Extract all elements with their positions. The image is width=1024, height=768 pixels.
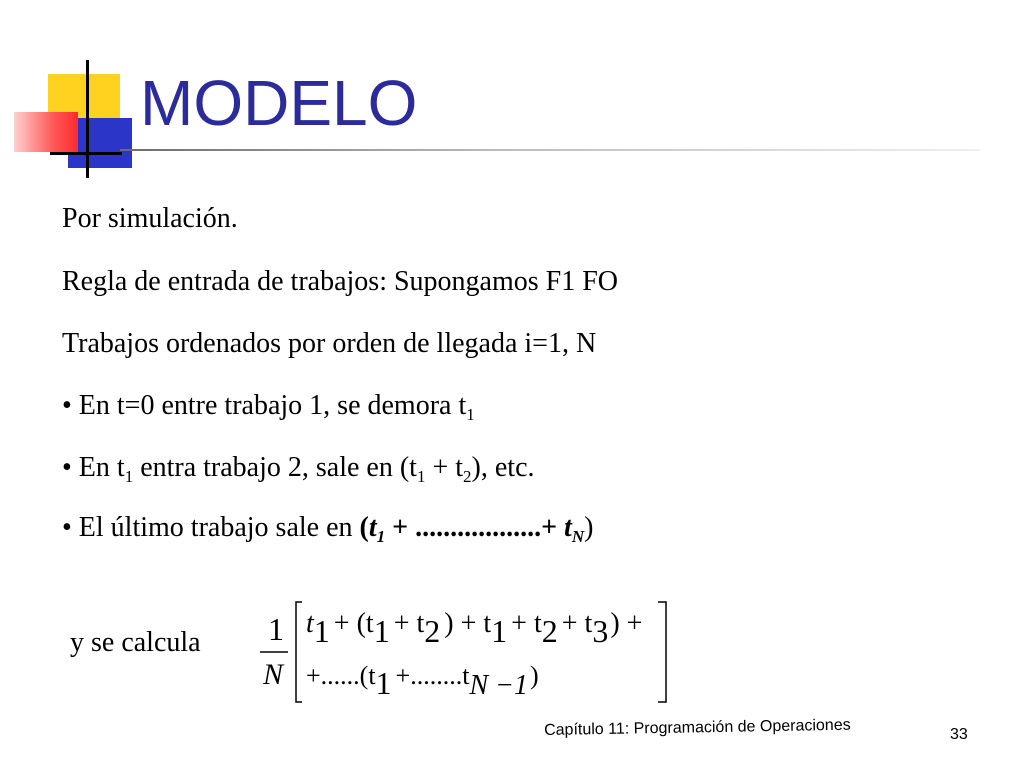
fraction-denominator: N	[263, 658, 284, 691]
formula-row-1	[306, 608, 642, 649]
bullet-text: • En t=0 entre trabajo 1, se demora t	[62, 390, 467, 421]
title-underline	[120, 149, 980, 151]
right-bracket	[658, 602, 666, 702]
paren: (	[359, 512, 369, 543]
text-line-simulation: Por simulación.	[62, 203, 238, 234]
subscript: 2	[424, 613, 441, 649]
decor-red-square	[14, 112, 78, 152]
term: ) +	[610, 608, 643, 639]
text-line-ordering: Trabajos ordenados por orden de llegada i=1, N	[62, 328, 597, 359]
bullet-last-job	[62, 512, 593, 547]
bullet-first-job	[62, 390, 475, 425]
term: )	[530, 661, 539, 690]
subscript: 1	[491, 613, 508, 649]
term: +........t	[395, 661, 470, 690]
left-bracket	[296, 602, 302, 702]
page-number: 33	[950, 726, 968, 743]
term: + t	[511, 608, 542, 639]
term: + (t	[333, 608, 374, 639]
subscript: N	[571, 527, 585, 546]
term: +......(t	[306, 661, 376, 690]
term: ) + t	[444, 608, 492, 639]
var-t: t	[564, 512, 572, 543]
ellipsis-sum: + ..................+	[385, 512, 565, 543]
subscript: 1	[416, 467, 426, 486]
subscript: 1	[373, 613, 390, 649]
subscript: 2	[541, 613, 558, 649]
slide-title: MODELO	[140, 67, 418, 139]
decor-vertical-line	[86, 60, 89, 178]
footer-chapter: Capítulo 11: Programación de Operaciones	[544, 716, 851, 739]
term: t	[306, 608, 314, 639]
subscript: 1	[376, 527, 386, 546]
term: + t	[393, 608, 425, 639]
text-line-entry-rule: Regla de entrada de trabajos: Supongamos F1 FO	[62, 266, 619, 297]
paren: )	[584, 512, 594, 543]
bullet-text: + t	[425, 452, 464, 483]
fraction-numerator: 1	[268, 611, 284, 647]
subscript: 1	[124, 467, 134, 486]
bullet-text: ), etc.	[471, 452, 535, 483]
subscript: 1	[466, 405, 475, 424]
formula-row-2	[306, 661, 539, 701]
term: + t	[561, 608, 593, 639]
var-t: t	[368, 512, 377, 543]
calc-label: y se calcula	[70, 627, 201, 658]
bullet-text: • En t	[62, 452, 125, 483]
bullet-text: entra trabajo 2, sale en (t	[133, 452, 417, 483]
subscript: 2	[463, 467, 472, 486]
subscript: 3	[592, 613, 609, 649]
bullet-text: • El último trabajo sale en	[62, 512, 360, 543]
subscript: 1	[375, 665, 392, 701]
subscript: 1	[313, 613, 330, 649]
decor-horizontal-line	[50, 152, 122, 155]
formula	[250, 594, 680, 712]
subscript: N −1	[469, 670, 529, 701]
bullet-second-job	[62, 452, 535, 487]
